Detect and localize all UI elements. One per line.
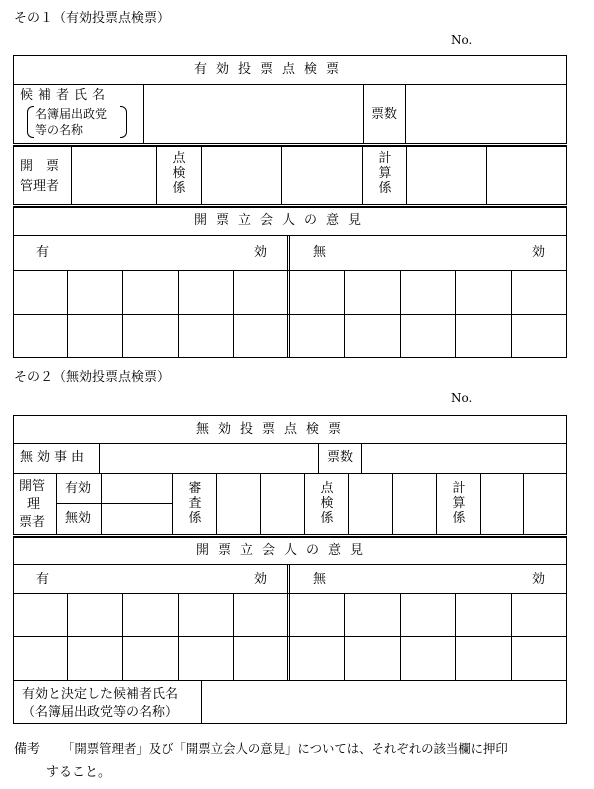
s2-checker-label: 点検係 <box>320 481 334 526</box>
checker-label: 点検係 <box>172 151 186 196</box>
s2-valid-label: 有効 <box>65 481 92 496</box>
section1-table-title: 有効投票点検票 <box>194 62 349 77</box>
manager-label-2: 管理者 <box>20 179 60 194</box>
s2-invalid-label-b: 効 <box>532 572 546 587</box>
votes-label: 票数 <box>371 107 398 122</box>
invalid-label-a: 無 <box>313 245 327 260</box>
s2-manager-label-2: 理 <box>27 497 41 512</box>
s2-manager-label: 開管 <box>19 479 46 494</box>
s2-invalid-label: 無効 <box>65 511 92 526</box>
valid-label-a: 有 <box>36 245 50 260</box>
section1-no-label: No. <box>451 33 473 47</box>
section2-heading: その２（無効投票点検票） <box>14 370 171 385</box>
section2-no-label: No. <box>451 391 473 405</box>
section2-table-title: 無効投票点検票 <box>196 422 351 437</box>
invalid-label-b: 効 <box>532 245 546 260</box>
reviewer-label: 審査係 <box>188 481 202 526</box>
note-label: 備考 <box>14 742 41 757</box>
s2-manager-label-3: 票者 <box>19 515 46 530</box>
s2-witness-title: 開票立会人の意見 <box>196 543 373 558</box>
candidate-party-label: 名簿届出政党 <box>35 107 108 121</box>
calculator-label: 計算係 <box>378 151 392 196</box>
witness-title: 開票立会人の意見 <box>194 213 371 228</box>
reason-label: 無効事由 <box>20 450 89 465</box>
section1-heading: その１（有効投票点検票） <box>14 11 171 26</box>
section2-votes-label: 票数 <box>327 450 354 465</box>
s2-valid-label-b: 効 <box>254 572 268 587</box>
s2-valid-label-a: 有 <box>36 572 50 587</box>
s2-calculator-label: 計算係 <box>452 481 466 526</box>
decided-candidate-label: 有効と決定した候補者氏名 <box>22 687 179 702</box>
candidate-party-label-2: 等の名称 <box>35 123 84 137</box>
note-line-1: 「開票管理者」及び「開票立会人の意見」については、それぞれの該当欄に押印 <box>62 741 508 756</box>
manager-label: 開 票 <box>20 159 60 174</box>
note-line-2: すること。 <box>46 765 112 780</box>
valid-label-b: 効 <box>254 245 268 260</box>
s2-invalid-label-a: 無 <box>313 572 327 587</box>
decided-candidate-label-2: （名簿届出政党等の名称） <box>22 705 179 720</box>
candidate-name-label: 候補者氏名 <box>20 88 111 103</box>
